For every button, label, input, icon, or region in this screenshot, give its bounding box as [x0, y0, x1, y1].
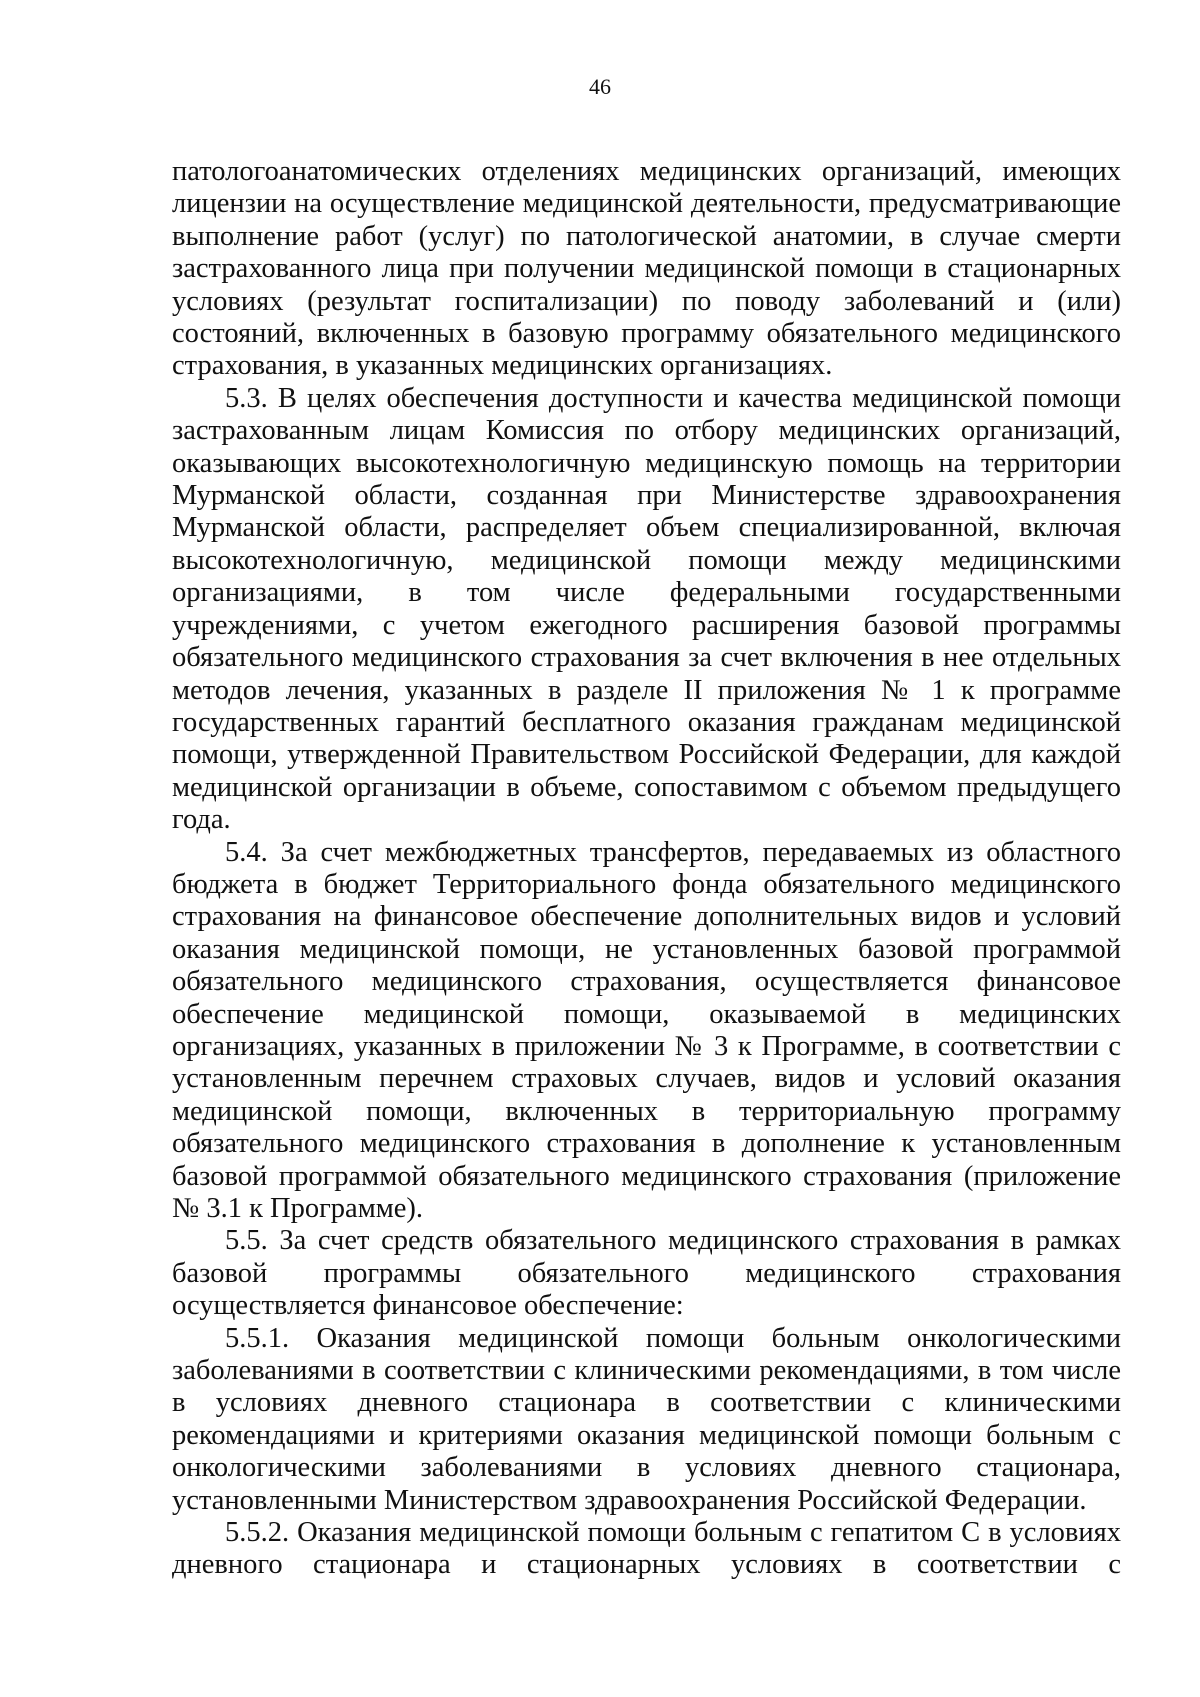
- page-number: 46: [589, 74, 611, 99]
- paragraph-5-5-2: 5.5.2. Оказания медицинской помощи больным с гепатитом С в условиях дневного стационара и стационарных условиях в соответствии с: [172, 1517, 1121, 1581]
- paragraph-5-3: 5.3. В целях обеспечения доступности и качества медицинской помощи застрахованным лицам Комиссия по отбору медицинских организаций, оказывающих высокотехнологичную медицинскую помощь на территории Мурманской области, созданная при Министерстве здравоохранения Мурманской области, распределяет объем специализированной, включая высокотехнологичную, медицинской помощи между медицинскими организациями, в том числе федеральными государственными учреждениями, с учетом ежегодного расширения базовой программы обязательного медицинского страхования за счет включения в нее отдельных методов лечения, указанных в разделе II приложения № 1 к программе государственных гарантий бесплатного оказания гражданам медицинской помощи, утвержденной Правительством Российской Федерации, для каждой медицинской организации в объеме, сопоставимом с объемом предыдущего года.: [172, 382, 1121, 836]
- paragraph-5-4: 5.4. За счет межбюджетных трансфертов, передаваемых из областного бюджета в бюджет Территориального фонда обязательного медицинского страхования на финансовое обеспечение дополнительных видов и условий оказания медицинской помощи, не установленных базовой программой обязательного медицинского страхования, осуществляется финансовое обеспечение медицинской помощи, оказываемой в медицинских организациях, указанных в приложении № 3 к Программе, в соответствии с установленным перечнем страховых случаев, видов и условий оказания медицинской помощи, включенных в территориальную программу обязательного медицинского страхования в дополнение к установленным базовой программой обязательного медицинского страхования (приложение № 3.1 к Программе).: [172, 836, 1121, 1224]
- paragraph-5-5-1: 5.5.1. Оказания медицинской помощи больным онкологическими заболеваниями в соответствии с клиническими рекомендациями, в том числе в условиях дневного стационара в соответствии с клиническими рекомендациями и критериями оказания медицинской помощи больным с онкологическими заболеваниями в условиях дневного стационара, установленными Министерством здравоохранения Российской Федерации.: [172, 1322, 1121, 1516]
- paragraph-continuation: патологоанатомических отделениях медицинских организаций, имеющих лицензии на осуществление медицинской деятельности, предусматривающие выполнение работ (услуг) по патологической анатомии, в случае смерти застрахованного лица при получении медицинской помощи в стационарных условиях (результат госпитализации) по поводу заболеваний и (или) состояний, включенных в базовую программу обязательного медицинского страхования, в указанных медицинских организациях.: [172, 156, 1121, 382]
- paragraph-5-5: 5.5. За счет средств обязательного медицинского страхования в рамках базовой программы обязательного медицинского страхования осуществляется финансовое обеспечение:: [172, 1225, 1121, 1322]
- document-body: [172, 156, 1121, 1582]
